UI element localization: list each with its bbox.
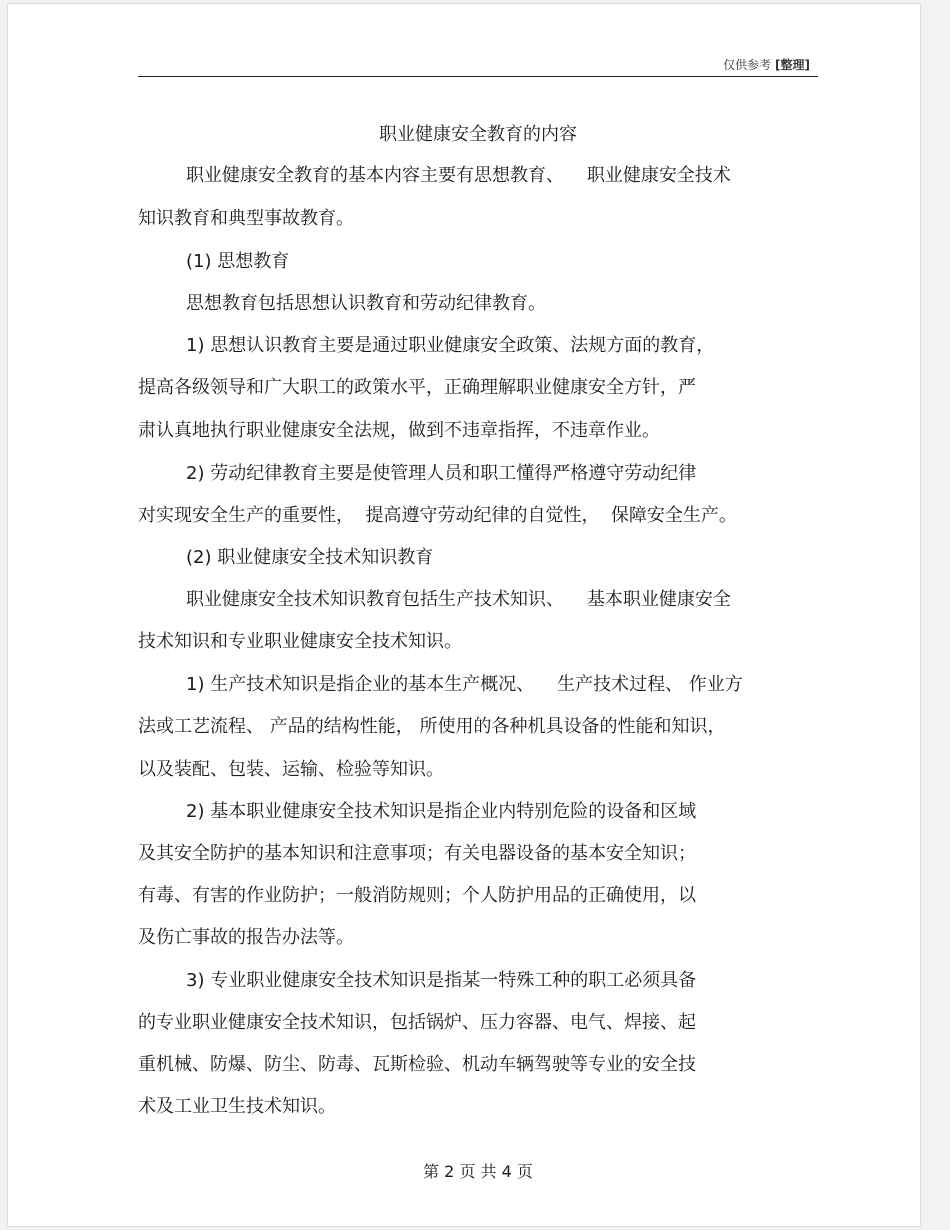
body-line: 1) 思想认识教育主要是通过职业健康安全政策、法规方面的教育， (186, 335, 715, 356)
body-line: 法或工艺流程、 产品的结构性能， 所使用的各种机具设备的性能和知识， (138, 716, 726, 737)
body-line: 3) 专业职业健康安全技术知识是指某一特殊工种的职工必须具备 (186, 970, 697, 991)
body-line: 及伤亡事故的报告办法等。 (138, 927, 354, 948)
header-note (723, 56, 810, 73)
header-note-tag: [整理] (775, 58, 810, 72)
body-line: 提高各级领导和广大职工的政策水平，正确理解职业健康安全方针，严 (138, 377, 696, 398)
body-line: 的专业职业健康安全技术知识，包括锅炉、压力容器、电气、焊接、起 (138, 1012, 696, 1033)
body-line: 以及装配、包装、运输、检验等知识。 (138, 759, 444, 780)
body-line: 2) 基本职业健康安全技术知识是指企业内特别危险的设备和区域 (186, 801, 697, 822)
body-line: 思想教育包括思想认识教育和劳动纪律教育。 (186, 293, 546, 314)
body-line: 术及工业卫生技术知识。 (138, 1096, 336, 1117)
body-line: 及其安全防护的基本知识和注意事项；有关电器设备的基本安全知识； (138, 843, 696, 864)
body-line: 职业健康安全教育的基本内容主要有思想教育、 职业健康安全技术 (186, 165, 731, 186)
page-title: 职业健康安全教育的内容 (379, 124, 577, 145)
body-line: 1) 生产技术知识是指企业的基本生产概况、 生产技术过程、 作业方 (186, 674, 743, 695)
header-rule (138, 76, 818, 77)
body-line: 对实现安全生产的重要性， 提高遵守劳动纪律的自觉性， 保障安全生产。 (138, 505, 737, 526)
page-footer: 第 2 页 共 4 页 (423, 1162, 533, 1181)
section-heading: (2) 职业健康安全技术知识教育 (186, 547, 434, 568)
body-line: 肃认真地执行职业健康安全法规，做到不违章指挥，不违章作业。 (138, 420, 660, 441)
section-heading: (1) 思想教育 (186, 251, 290, 272)
body-line: 有毒、有害的作业防护；一般消防规则；个人防护用品的正确使用，以 (138, 885, 696, 906)
header-note-text: 仅供参考 (723, 58, 772, 72)
body-line: 技术知识和专业职业健康安全技术知识。 (138, 631, 462, 652)
body-line: 职业健康安全技术知识教育包括生产技术知识、 基本职业健康安全 (186, 589, 731, 610)
body-line: 2) 劳动纪律教育主要是使管理人员和职工懂得严格遵守劳动纪律 (186, 463, 697, 484)
document-page (8, 4, 920, 1226)
body-line: 知识教育和典型事故教育。 (138, 208, 354, 229)
body-line: 重机械、防爆、防尘、防毒、瓦斯检验、机动车辆驾驶等专业的安全技 (138, 1054, 696, 1075)
